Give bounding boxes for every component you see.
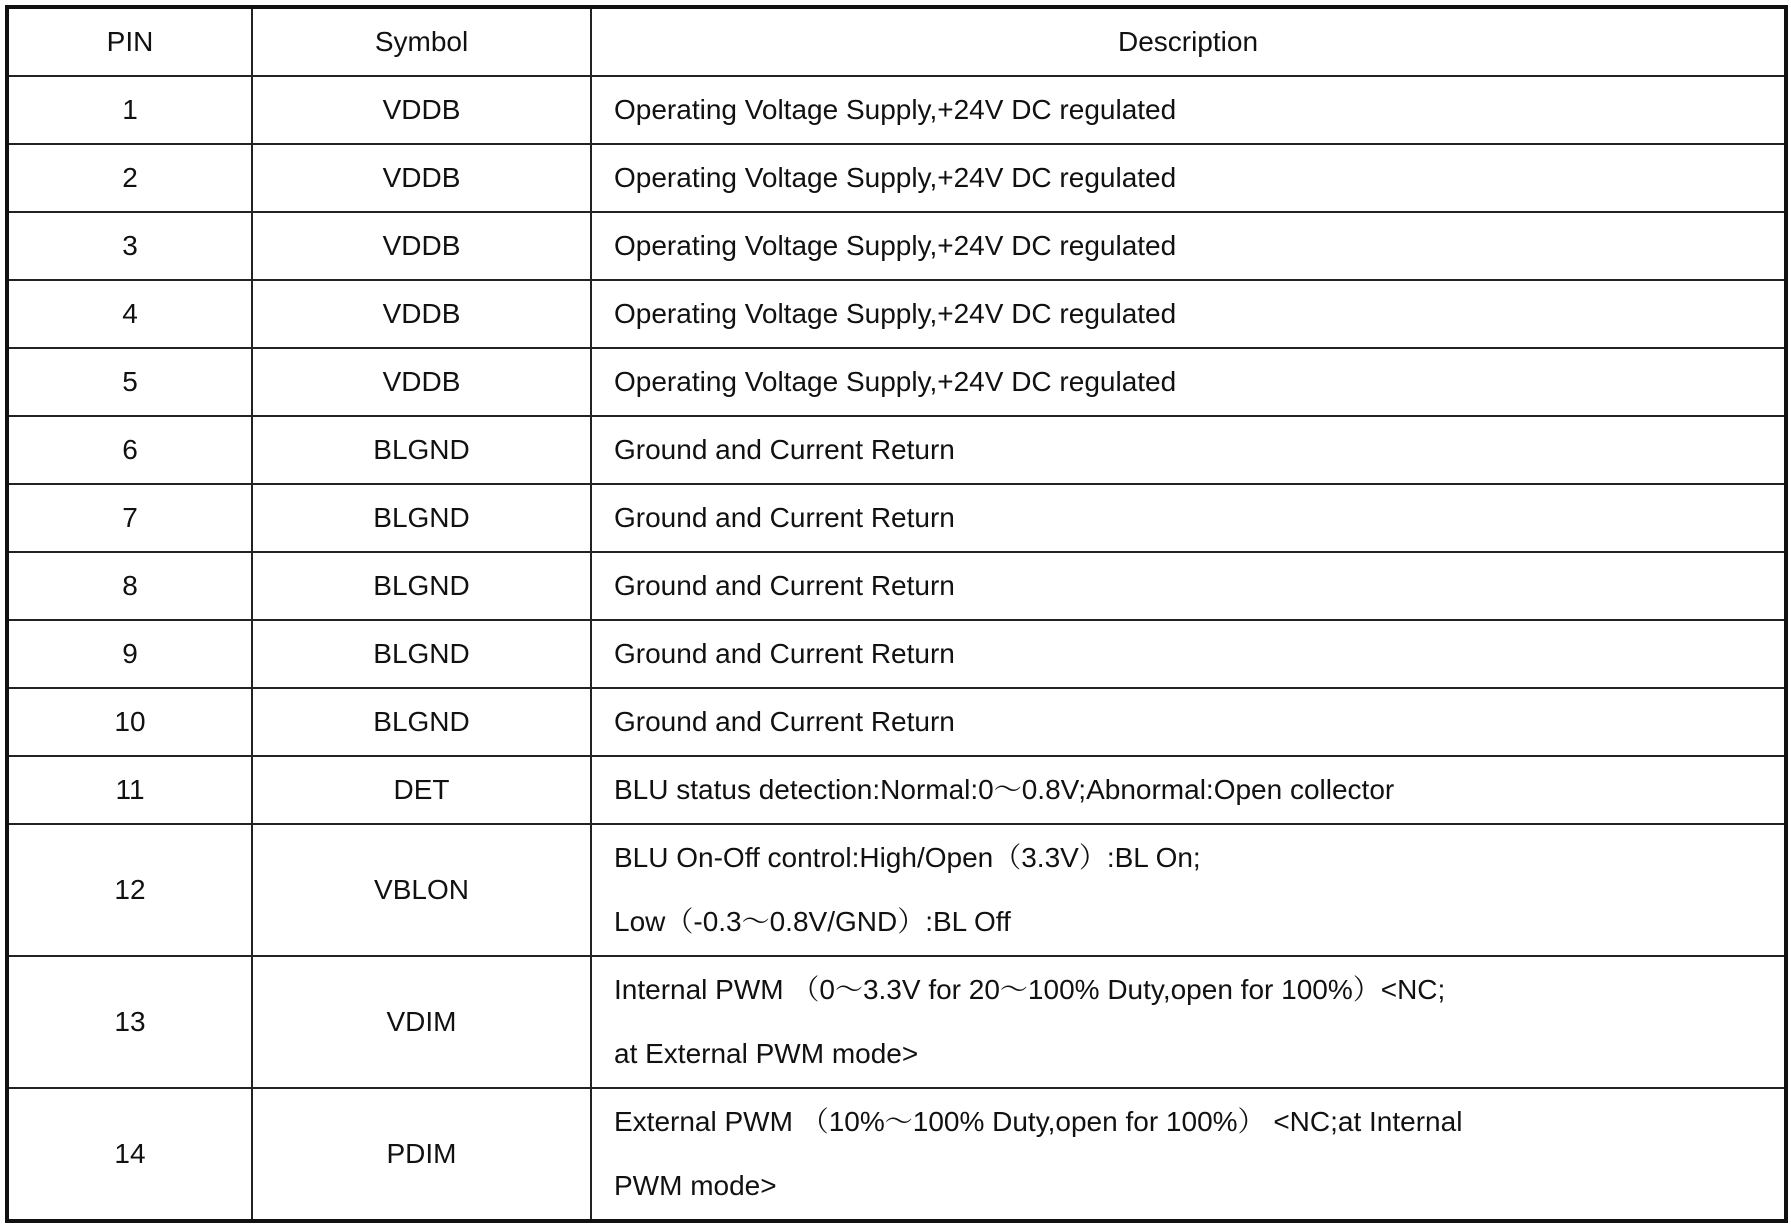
pin-definition-table [5,5,1788,1223]
description-cell [591,956,1786,1088]
pin-cell: 11 [7,756,252,824]
symbol-cell: VDDB [252,280,591,348]
pin-cell: 4 [7,280,252,348]
description-line: BLU On-Off control:High/Open（3.3V）:BL On; [614,842,1201,873]
pin-cell: 3 [7,212,252,280]
pin-definition-table-container [5,5,1784,1223]
description-cell [591,620,1786,688]
description-cell [591,824,1786,956]
description-cell [591,1088,1786,1221]
table-row [7,416,1786,484]
pin-cell: 10 [7,688,252,756]
symbol-cell: VBLON [252,824,591,956]
description-cell [591,552,1786,620]
description-line: Low（-0.3～0.8V/GND）:BL Off [614,906,1011,937]
description-line: Operating Voltage Supply,+24V DC regulated [614,162,1177,193]
description-cell [591,688,1786,756]
description-line: Ground and Current Return [614,502,955,533]
pin-cell: 8 [7,552,252,620]
description-cell [591,348,1786,416]
description-line: Operating Voltage Supply,+24V DC regulated [614,230,1177,261]
table-row [7,756,1786,824]
pin-cell: 2 [7,144,252,212]
symbol-cell: VDDB [252,348,591,416]
description-line: at External PWM mode> [614,1038,919,1069]
description-line: External PWM （10%～100% Duty,open for 100%） <NC;at Internal [614,1106,1463,1137]
header-description: Description [591,7,1786,76]
table-row [7,688,1786,756]
symbol-cell: DET [252,756,591,824]
table-row [7,348,1786,416]
table-body [7,76,1786,1221]
table-header [7,7,1786,76]
description-cell [591,280,1786,348]
pin-cell: 5 [7,348,252,416]
symbol-cell: BLGND [252,552,591,620]
table-row [7,144,1786,212]
pin-cell: 7 [7,484,252,552]
symbol-cell: BLGND [252,620,591,688]
description-cell [591,484,1786,552]
symbol-cell: VDIM [252,956,591,1088]
pin-cell: 1 [7,76,252,144]
table-row [7,1088,1786,1221]
pin-cell: 6 [7,416,252,484]
symbol-cell: BLGND [252,484,591,552]
symbol-cell: PDIM [252,1088,591,1221]
description-line: Ground and Current Return [614,570,955,601]
description-cell [591,144,1786,212]
pin-cell: 13 [7,956,252,1088]
description-line: BLU status detection:Normal:0～0.8V;Abnormal:Open collector [614,774,1395,805]
pin-cell: 14 [7,1088,252,1221]
table-row [7,76,1786,144]
description-cell [591,212,1786,280]
table-row [7,824,1786,956]
description-line: Internal PWM （0～3.3V for 20～100% Duty,open for 100%）<NC; [614,974,1446,1005]
description-line: Ground and Current Return [614,638,955,669]
table-row [7,956,1786,1088]
symbol-cell: VDDB [252,76,591,144]
description-cell [591,76,1786,144]
description-cell [591,416,1786,484]
description-line: Operating Voltage Supply,+24V DC regulated [614,366,1177,397]
header-row [7,7,1786,76]
description-line: PWM mode> [614,1170,777,1201]
symbol-cell: BLGND [252,416,591,484]
pin-cell: 12 [7,824,252,956]
pin-cell: 9 [7,620,252,688]
table-row [7,212,1786,280]
header-pin: PIN [7,7,252,76]
description-cell [591,756,1786,824]
description-line: Ground and Current Return [614,706,955,737]
header-symbol: Symbol [252,7,591,76]
symbol-cell: VDDB [252,144,591,212]
table-row [7,620,1786,688]
symbol-cell: VDDB [252,212,591,280]
table-row [7,280,1786,348]
table-row [7,484,1786,552]
table-row [7,552,1786,620]
description-line: Operating Voltage Supply,+24V DC regulated [614,94,1177,125]
description-line: Operating Voltage Supply,+24V DC regulated [614,298,1177,329]
description-line: Ground and Current Return [614,434,955,465]
symbol-cell: BLGND [252,688,591,756]
